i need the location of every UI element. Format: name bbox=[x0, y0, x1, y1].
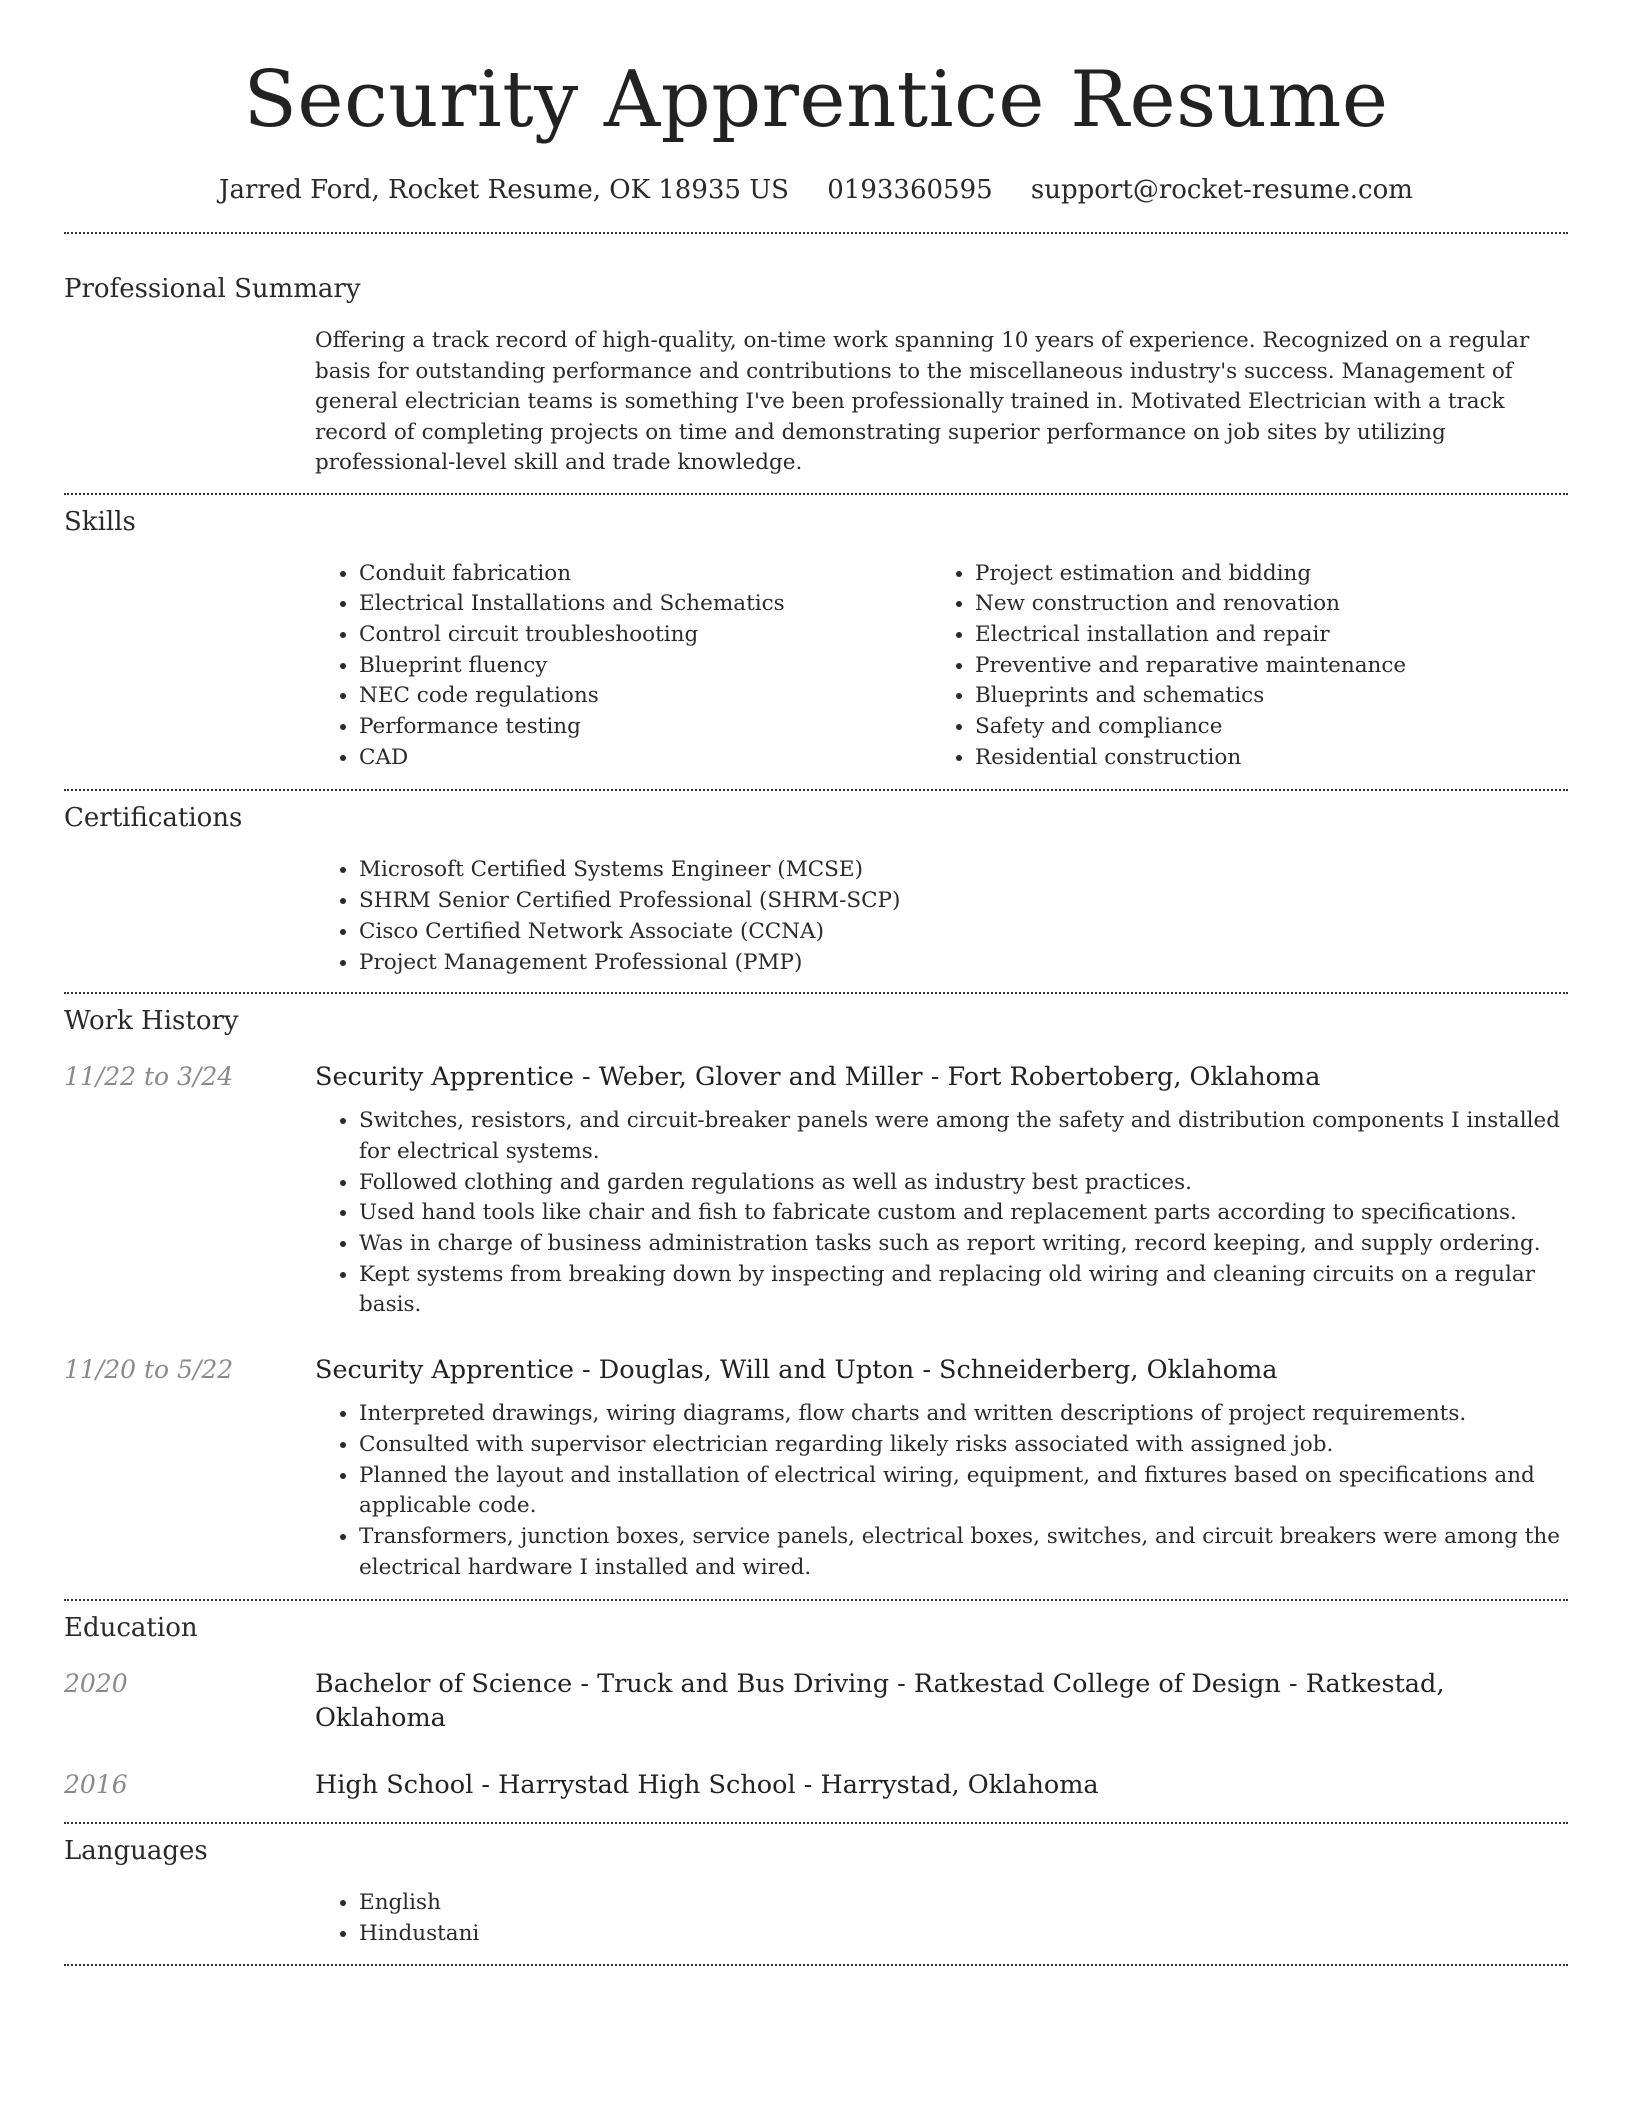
job-role: Security Apprentice bbox=[315, 1062, 574, 1093]
job-entry bbox=[64, 1060, 1568, 1321]
skill-item: • New construction and renovation bbox=[975, 589, 1547, 620]
education-entry bbox=[64, 1667, 1568, 1735]
skill-item: • Project estimation and bidding bbox=[975, 559, 1547, 590]
divider bbox=[64, 1964, 1568, 1966]
contact-line bbox=[64, 174, 1568, 206]
job-role: Security Apprentice bbox=[315, 1355, 574, 1386]
summary-text: Offering a track record of high-quality, on-time work spanning 10 years of experience. Recognized on a regular basis for outstanding performance and contributions to the miscellaneous industry's success. Management of general electrician teams is something I've been professionally trained in. Motivated Electrician with a track record of completing projects on time and demonstrating superior performance on job sites by utilizing professional-level skill and trade knowledge. bbox=[315, 328, 1530, 475]
job-heading: Security Apprentice - Weber, Glover and Miller - Fort Robertoberg, Oklahoma bbox=[315, 1062, 1321, 1093]
job-bullet: • Transformers, junction boxes, service panels, electrical boxes, switches, and circuit breakers were among the electrical hardware I installed and wired. bbox=[359, 1522, 1568, 1583]
skill-item: • Residential construction bbox=[975, 743, 1547, 774]
education-heading: Bachelor of Science - Truck and Bus Driving - Ratkestad College of Design - Ratkestad, Oklahoma bbox=[315, 1669, 1445, 1734]
job-company: Douglas, Will and Upton bbox=[598, 1355, 915, 1386]
language-item: • Hindustani bbox=[359, 1919, 1568, 1950]
job-location: Fort Robertoberg, Oklahoma bbox=[947, 1062, 1321, 1093]
skill-item: • Electrical installation and repair bbox=[975, 620, 1547, 651]
education-year: 2020 bbox=[64, 1669, 128, 1699]
certification-item: • SHRM Senior Certified Professional (SHRM-SCP) bbox=[359, 886, 1568, 917]
education-location: Harrystad, Oklahoma bbox=[820, 1770, 1099, 1801]
education-entry bbox=[64, 1768, 1568, 1802]
summary-section bbox=[64, 234, 1568, 479]
job-bullet: • Kept systems from breaking down by inspecting and replacing old wiring and cleaning circuits on a regular basis. bbox=[359, 1260, 1568, 1321]
education-degree: Bachelor of Science bbox=[315, 1669, 573, 1700]
work-history-section bbox=[64, 994, 1568, 1583]
skill-item: • Control circuit troubleshooting bbox=[359, 620, 931, 651]
skill-item: • NEC code regulations bbox=[359, 681, 931, 712]
skill-item: • Blueprint fluency bbox=[359, 651, 931, 682]
contact-phone: 0193360595 bbox=[827, 175, 993, 205]
certification-item: • Microsoft Certified Systems Engineer (MCSE) bbox=[359, 855, 1568, 886]
skill-item: • Blueprints and schematics bbox=[975, 681, 1547, 712]
certifications-section bbox=[64, 791, 1568, 978]
resume-title: Security Apprentice Resume bbox=[243, 55, 1389, 145]
job-bullet: • Was in charge of business administration tasks such as report writing, record keeping, and supply ordering. bbox=[359, 1229, 1568, 1260]
education-year: 2016 bbox=[64, 1770, 128, 1800]
section-title-summary: Professional Summary bbox=[64, 274, 361, 304]
education-heading: High School - Harrystad High School - Harrystad, Oklahoma bbox=[315, 1770, 1099, 1801]
job-bullet: • Used hand tools like chair and fish to fabricate custom and replacement parts according to specifications. bbox=[359, 1198, 1568, 1229]
job-bullet: • Consulted with supervisor electrician regarding likely risks associated with assigned job. bbox=[359, 1430, 1568, 1461]
job-bullet: • Followed clothing and garden regulations as well as industry best practices. bbox=[359, 1168, 1568, 1199]
section-title-skills: Skills bbox=[64, 506, 136, 537]
education-degree: High School bbox=[315, 1770, 474, 1801]
job-bullet: • Interpreted drawings, wiring diagrams, flow charts and written descriptions of project requirements. bbox=[359, 1399, 1568, 1430]
skills-column-left bbox=[315, 559, 931, 774]
skill-item: • Conduit fabrication bbox=[359, 559, 931, 590]
contact-email: support@rocket-resume.com bbox=[1030, 175, 1413, 205]
job-dates: 11/22 to 3/24 bbox=[64, 1062, 234, 1092]
section-title-certifications: Certifications bbox=[64, 803, 243, 834]
section-title-languages: Languages bbox=[64, 1836, 208, 1867]
certification-item: • Cisco Certified Network Associate (CCNA) bbox=[359, 917, 1568, 948]
job-entry bbox=[64, 1353, 1568, 1583]
skill-item: • Safety and compliance bbox=[975, 712, 1547, 743]
education-school: Harrystad High School bbox=[498, 1770, 796, 1801]
section-title-education: Education bbox=[64, 1613, 198, 1644]
job-company: Weber, Glover and Miller bbox=[598, 1062, 923, 1093]
language-item: • English bbox=[359, 1888, 1568, 1919]
education-school: Ratkestad College of Design bbox=[913, 1669, 1281, 1700]
education-section bbox=[64, 1601, 1568, 1802]
skill-item: • Preventive and reparative maintenance bbox=[975, 651, 1547, 682]
education-field: Truck and Bus Driving bbox=[597, 1669, 890, 1700]
job-location: Schneiderberg, Oklahoma bbox=[939, 1355, 1278, 1386]
skill-item: • CAD bbox=[359, 743, 931, 774]
job-bullet: • Switches, resistors, and circuit-breaker panels were among the safety and distribution components I installed for electrical systems. bbox=[359, 1106, 1568, 1167]
skills-section bbox=[64, 495, 1568, 774]
skills-column-right bbox=[931, 559, 1547, 774]
job-heading: Security Apprentice - Douglas, Will and Upton - Schneiderberg, Oklahoma bbox=[315, 1355, 1278, 1386]
skill-item: • Performance testing bbox=[359, 712, 931, 743]
languages-section bbox=[64, 1824, 1568, 1949]
skill-item: • Electrical Installations and Schematics bbox=[359, 589, 931, 620]
contact-address: Jarred Ford, Rocket Resume, OK 18935 US bbox=[219, 175, 789, 205]
job-bullet: • Planned the layout and installation of electrical wiring, equipment, and fixtures based on specifications and applicable code. bbox=[359, 1461, 1568, 1522]
job-dates: 11/20 to 5/22 bbox=[64, 1355, 234, 1385]
section-title-work-history: Work History bbox=[64, 1006, 239, 1037]
education-location: Ratkestad, Oklahoma bbox=[315, 1669, 1445, 1734]
certification-item: • Project Management Professional (PMP) bbox=[359, 948, 1568, 979]
